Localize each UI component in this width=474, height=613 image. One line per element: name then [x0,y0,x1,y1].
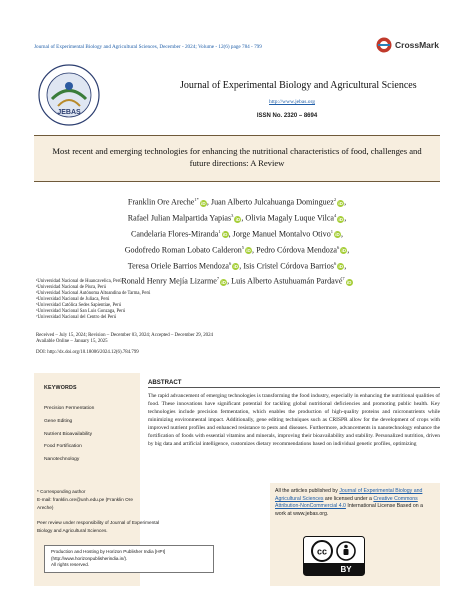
author-name: Pedro Córdova Mendoza [256,245,338,255]
affiliation-item: ⁶Universidad Nacional San Luis Gonzaga, Perú [36,309,126,314]
author-name: Candelaria Flores-Miranda [130,229,219,239]
doi-link[interactable]: DOI: http://dx.doi.org/10.18006/2024.12(6).784.799 [36,350,139,355]
keywords-list [44,403,94,467]
affiliation-item: ³Universidad Nacional Autónoma Altoandina de Tarma, Perú [36,291,151,296]
affiliation-item: ⁷Universidad Nacional del Centro del Perú [36,315,117,320]
abstract-heading: ABSTRACT [148,379,182,386]
orcid-icon[interactable]: iD [335,232,340,238]
author-affiliation-marker: 1 [330,228,334,234]
author-name: Luis Alberto Astuhuamán Pardavé [231,277,343,287]
logo-text: JEBAS [57,109,81,116]
hosting-line: Production and Hosting by Horizon Publisher India [HPI] [51,549,166,554]
author-line: Rafael Julian Malpartida Yapias$^3$iD, Olivia Magaly Luque Vilca$^4$iD, [127,212,347,223]
dates-available: Available Online – January 15, 2025 [36,339,108,345]
title-band [34,135,440,182]
author-affiliation-marker: 3 [231,212,234,218]
author-affiliation-marker: 1 [218,228,221,234]
author-affiliation-marker: 2 [333,197,337,202]
journal-title: Journal of Experimental Biology and Agricultural Sciences [180,80,417,91]
author-list [70,193,404,288]
author-line: Ronald Henry Mejía Lizarme$^7$iD, Luis Alberto Astuhuamán Pardavé$^7$iD [121,276,352,287]
dates-received: Received – July 15, 2024; Revision – December 03, 2024; Accepted – December 29, 2024 [36,333,213,338]
author-affiliation-marker: 6 [337,244,340,250]
license-journal-link[interactable]: Journal of Experimental Biology and Agricultural Sciences [275,488,423,502]
author-name: Ronald Henry Mejía Lizarme [121,277,217,287]
crossmark-icon [376,37,392,53]
corresponding-email[interactable]: E-mail: franklin.ore@unh.edu.pe (Franklin Ore Areche) [37,497,133,510]
author-name: Isis Cristel Córdova Barrios [243,261,334,271]
orcid-icon[interactable]: iD [338,200,343,206]
orcid-icon[interactable]: iD [246,248,251,254]
author-affiliation-marker: 4 [334,212,337,218]
author-name: Teresa Oriele Barrios Mendoza [127,261,230,271]
affiliation-item: ⁵Universidad Católica Sedes Sapientiae, Perú [36,303,122,308]
keyword-item: Food Fortification [44,444,82,450]
abstract-divider [148,387,440,388]
license-cc-link[interactable]: Creative Commons Attribution-NonCommercial 4.0 [275,495,418,510]
affiliation-item: ⁴Universidad Nacional de Juliaca, Perú [36,297,110,302]
orcid-icon[interactable]: iD [346,280,352,286]
issn: ISSN No. 2320 – 8694 [256,113,318,119]
author-line: Franklin Ore Areche$^{1*}$iD, Juan Alberto Julcahuanga Dominguez$^2$iD, [127,197,347,207]
hosting-link[interactable]: (http://www.horizonpublisherindia.in/). [51,555,128,561]
orcid-icon[interactable]: iD [341,248,347,254]
author-affiliation-marker: 5 [241,244,245,250]
hosting-box [44,545,214,573]
orcid-icon[interactable]: iD [235,216,241,222]
affiliation-item: ¹Universidad Nacional de Huancavelica, Perú [36,279,122,284]
corresponding-label: * Corresponding author [37,489,86,494]
cc-by-badge[interactable] [303,536,365,576]
paper-title: Most recent and emerging technologies for enhancing the nutritional characteristics of food, challenges and future directions: A Review [52,146,422,168]
cc-icon [312,541,332,561]
abstract-body: The rapid advancement of emerging technologies is transforming the food industry, especially in enhancing the nutritional qualities of food. These innovations have significant potential for tackling global nutritional deficiencies and promoting public health. Key technologies include precision fermentation, which enables the production of high-quality proteins and micronutrients while minimizing environmental impact. Additionally, gene editing techniques such as CRISPR allow for the development of crops with improved nutrient profiles and enhanced resistance to pests and diseases. Furthermore, advancements in nanotechnology enhance the fortification of foods with essential vitamins and minerals, improving their bioavailability and stability. Personalized nutrition, driven by big data and artificial intelligence, customizes dietary recommendations based on individual genetic profiles, optimizing [148,393,440,448]
author-name: Rafael Julian Malpartida Yapias [127,213,232,223]
license-middle: are licensed under a [324,495,372,502]
keyword-item: Precision Fermentation [44,406,95,411]
author-name: Godofredo Roman Lobato Calderon [124,245,242,255]
journal-citation-line: Journal of Experimental Biology and Agricultural Sciences, December - 2024; Volume - 12(6) page 784 - 799 [34,44,262,50]
orcid-icon[interactable]: iD [338,264,343,270]
author-name: Juan Alberto Julcahuanga Dominguez [210,197,334,207]
orcid-icon[interactable]: iD [338,216,344,222]
crossmark-label: CrossMark [395,40,439,50]
journal-url-link[interactable]: http://www.jebas.org [269,99,315,105]
person-icon [337,542,355,560]
author-affiliation-marker: 1* [194,197,199,202]
corresponding-author [37,488,147,512]
license-prefix: All the articles published by [275,488,338,494]
author-line: Teresa Oriele Barrios Mendoza$^6$iD, Isis Cristel Córdova Barrios$^6$iD, [127,260,347,271]
orcid-icon[interactable]: iD [222,232,228,238]
orcid-icon[interactable]: iD [201,200,206,206]
affiliations [36,279,150,321]
crossmark-badge[interactable] [376,37,439,53]
cc-by-label: BY [340,565,352,574]
dates-block [36,333,213,346]
author-affiliation-marker: 6 [333,260,337,266]
author-line: Candelaria Flores-Miranda$^1$iD, Jorge Manuel Montalvo Otivo$^1$iD, [130,228,344,239]
author-name: Franklin Ore Areche [127,197,195,207]
keywords-heading: KEYWORDS [44,385,77,391]
orcid-icon[interactable]: iD [221,280,226,286]
author-affiliation-marker: 7 [216,276,220,282]
author-affiliation-marker: 6 [229,260,232,266]
author-name: Jorge Manuel Montalvo Otivo [232,229,331,239]
keyword-item: Nanotechnology [44,457,80,463]
license-text [275,488,435,518]
svg-text:cc: cc [316,546,328,557]
author-name: Olivia Magaly Luque Vilca [245,213,335,223]
journal-header [34,64,440,130]
author-line: Godofredo Roman Lobato Calderon$^5$iD, Pedro Córdova Mendoza$^6$iD, [124,244,350,255]
peer-review-note: Peer review under responsibility of Journal of Experimental Biology and Agricultural Sciences. [37,520,160,533]
license-suffix: International License Based on a work at www.jebas.org. [275,503,423,517]
author-affiliation-marker: 7 [342,276,345,282]
hosting-rights: All rights reserved. [51,562,90,567]
orcid-icon[interactable]: iD [233,264,239,270]
keyword-item: Nutrient Bioavailability [44,431,93,437]
keyword-item: Gene Editing [44,418,73,424]
affiliation-item: ²Universidad Nacional de Piura, Perú [36,285,107,290]
